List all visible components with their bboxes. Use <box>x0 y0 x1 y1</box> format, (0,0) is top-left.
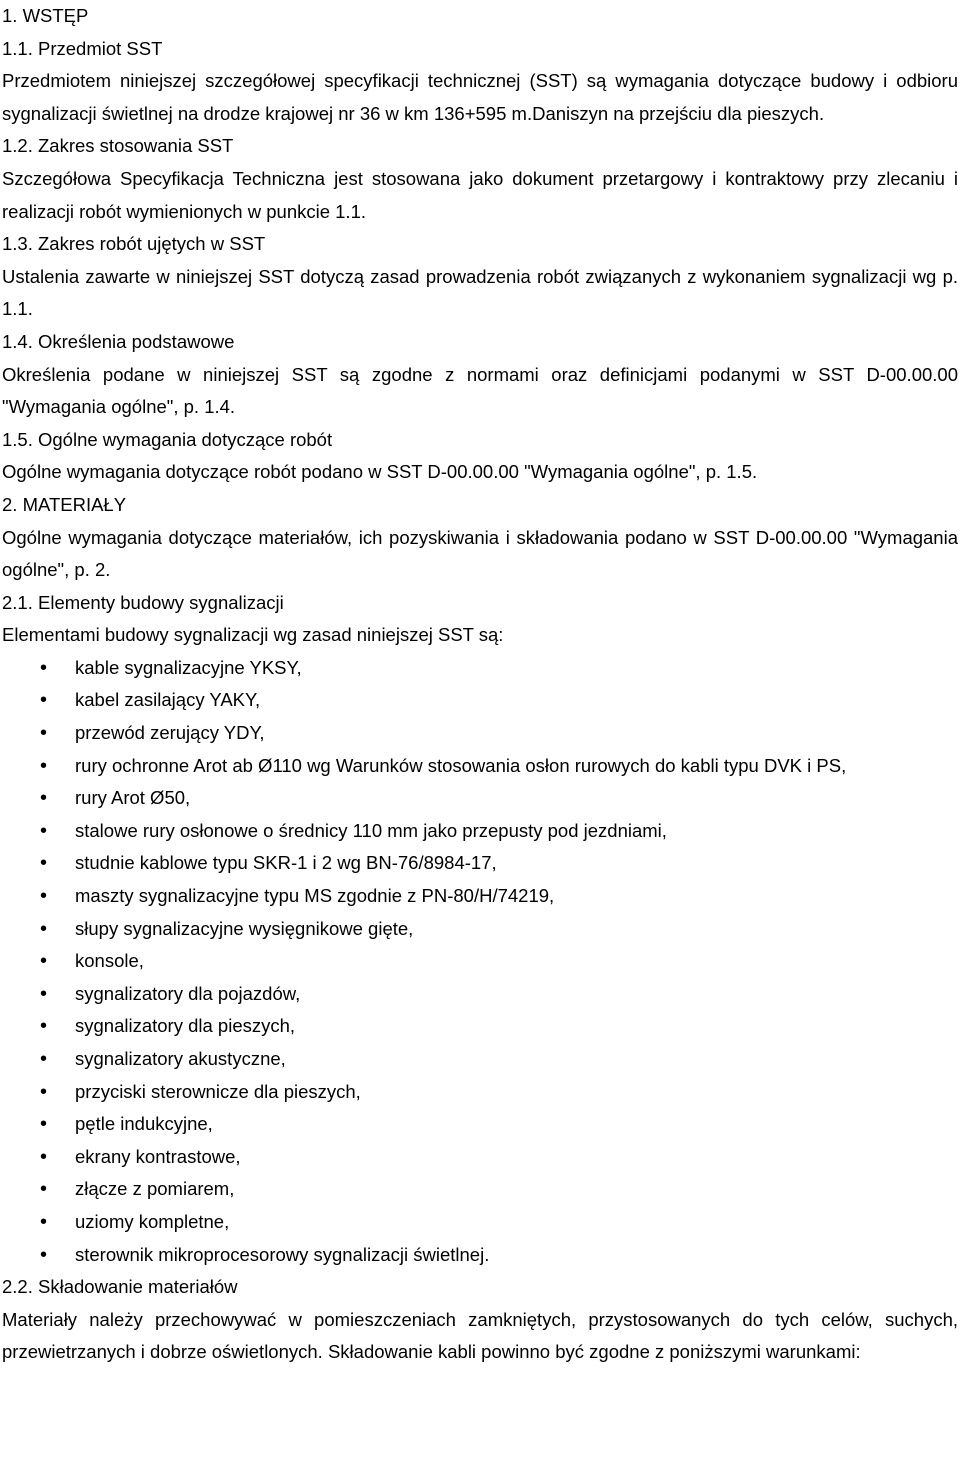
bullet-icon: • <box>40 656 48 679</box>
bullet-icon: • <box>40 982 48 1005</box>
list-item-text: złącze z pomiarem, <box>75 1178 235 1200</box>
list-item <box>2 945 958 978</box>
bullet-icon: • <box>40 1048 48 1070</box>
bullet-icon: • <box>40 689 48 712</box>
paragraph-materialy: Ogólne wymagania dotyczące materiałów, ich pozyskiwania i składowania podano w SST D-00.00.00 "Wymagania ogólne", p. 2. <box>2 526 958 581</box>
list-item-text: pętle indukcyjne, <box>75 1113 213 1135</box>
bullet-icon: • <box>40 917 48 940</box>
list-item-text: ekrany kontrastowe, <box>75 1145 241 1167</box>
bullet-icon: • <box>40 1178 48 1201</box>
list-item <box>2 1010 958 1043</box>
elements-bullet-list <box>2 652 958 1271</box>
subsection-heading-skladowanie: 2.2. Składowanie materiałów <box>2 1276 238 1298</box>
paragraph-elementy: Elementami budowy sygnalizacji wg zasad niniejszej SST są: <box>2 624 504 646</box>
list-item-text: sygnalizatory dla pieszych, <box>75 1015 296 1037</box>
list-item-text: sygnalizatory akustyczne, <box>75 1048 286 1069</box>
list-item-text: maszty sygnalizacyjne typu MS zgodnie z PN-80/H/74219, <box>75 885 555 907</box>
paragraph-zakres-stosowania: Szczegółowa Specyfikacja Techniczna jest stosowana jako dokument przetargowy i kontraktowy przy zlecaniu i realizacji robót wymienionych w punkcie 1.1. <box>2 167 958 222</box>
bullet-icon: • <box>40 852 48 875</box>
paragraph-okreslenia: Określenia podane w niniejszej SST są zgodne z normami oraz definicjami podanymi w SST D-00.00.00 "Wymagania ogólne", p. 1.4. <box>2 363 958 418</box>
bullet-icon: • <box>40 950 48 973</box>
subsection-heading-okreslenia: 1.4. Określenia podstawowe <box>2 330 235 352</box>
bullet-icon: • <box>40 819 48 842</box>
list-item-text: rury ochronne Arot ab Ø110 wg Warunków stosowania osłon rurowych do kabli typu DVK i PS, <box>75 754 847 776</box>
subsection-heading-zakres-robot: 1.3. Zakres robót ujętych w SST <box>2 233 266 255</box>
list-item-text: uziomy kompletne, <box>75 1210 230 1232</box>
list-item <box>2 1043 958 1076</box>
list-item <box>2 717 958 750</box>
list-item <box>2 1239 958 1272</box>
list-item-text: kabel zasilający YAKY, <box>75 689 261 711</box>
list-item-text: rury Arot Ø50, <box>75 787 191 809</box>
list-item-text: konsole, <box>75 950 144 972</box>
list-item <box>2 750 958 783</box>
paragraph-ogolne-wymagania: Ogólne wymagania dotyczące robót podano w SST D-00.00.00 "Wymagania ogólne", p. 1.5. <box>2 461 758 483</box>
list-item <box>2 913 958 946</box>
bullet-icon: • <box>40 1080 48 1103</box>
subsection-heading-zakres-stosowania: 1.2. Zakres stosowania SST <box>2 135 234 157</box>
bullet-icon: • <box>40 1145 48 1168</box>
list-item <box>2 978 958 1011</box>
list-item-text: kable sygnalizacyjne YKSY, <box>75 656 302 678</box>
bullet-icon: • <box>40 885 48 908</box>
list-item <box>2 847 958 880</box>
bullet-icon: • <box>40 1243 48 1266</box>
list-item <box>2 1108 958 1141</box>
list-item <box>2 1173 958 1206</box>
list-item <box>2 684 958 717</box>
list-item <box>2 1076 958 1109</box>
list-item-text: studnie kablowe typu SKR-1 i 2 wg BN-76/8984-17, <box>75 852 497 874</box>
paragraph-przedmiot: Przedmiotem niniejszej szczegółowej specyfikacji technicznej (SST) są wymagania dotyczące budowy i odbioru sygnalizacji świetlnej na drodze krajowej nr 36 w km 136+595 m.Daniszyn na przejściu dla pieszych. <box>2 70 958 124</box>
paragraph-skladowanie: Materiały należy przechowywać w pomieszczeniach zamkniętych, przystosowanych do tych celów, suchych, przewietrzanych i dobrze oświetlonych. Składowanie kabli powinno być zgodne z poniższymi warunkami: <box>2 1308 958 1363</box>
list-item-text: sterownik mikroprocesorowy sygnalizacji świetlnej. <box>75 1243 490 1265</box>
list-item <box>2 652 958 685</box>
bullet-icon: • <box>40 1210 48 1233</box>
paragraph-zakres-robot: Ustalenia zawarte w niniejszej SST dotyczą zasad prowadzenia robót związanych z wykonaniem sygnalizacji wg p. 1.1. <box>2 265 958 320</box>
list-item <box>2 782 958 815</box>
list-item-text: słupy sygnalizacyjne wysięgnikowe gięte, <box>75 917 414 939</box>
bullet-icon: • <box>40 787 48 810</box>
list-item-text: sygnalizatory dla pojazdów, <box>75 982 301 1004</box>
list-item <box>2 815 958 848</box>
list-item <box>2 880 958 913</box>
subsection-heading-ogolne-wymagania: 1.5. Ogólne wymagania dotyczące robót <box>2 428 333 450</box>
subsection-heading-elementy: 2.1. Elementy budowy sygnalizacji <box>2 591 284 613</box>
list-item-text: stalowe rury osłonowe o średnicy 110 mm jako przepusty pod jezdniami, <box>75 819 667 841</box>
bullet-icon: • <box>40 722 48 745</box>
section-heading-materialy: 2. MATERIAŁY <box>2 493 127 515</box>
bullet-icon: • <box>40 1015 48 1038</box>
bullet-icon: • <box>40 1113 48 1136</box>
bullet-icon: • <box>40 754 48 777</box>
list-item-text: przewód zerujący YDY, <box>75 722 265 744</box>
section-heading-wstep: 1. WSTĘP <box>2 5 89 26</box>
list-item-text: przyciski sterownicze dla pieszych, <box>75 1080 361 1102</box>
list-item <box>2 1206 958 1239</box>
list-item <box>2 1141 958 1174</box>
subsection-heading-przedmiot: 1.1. Przedmiot SST <box>2 37 163 59</box>
